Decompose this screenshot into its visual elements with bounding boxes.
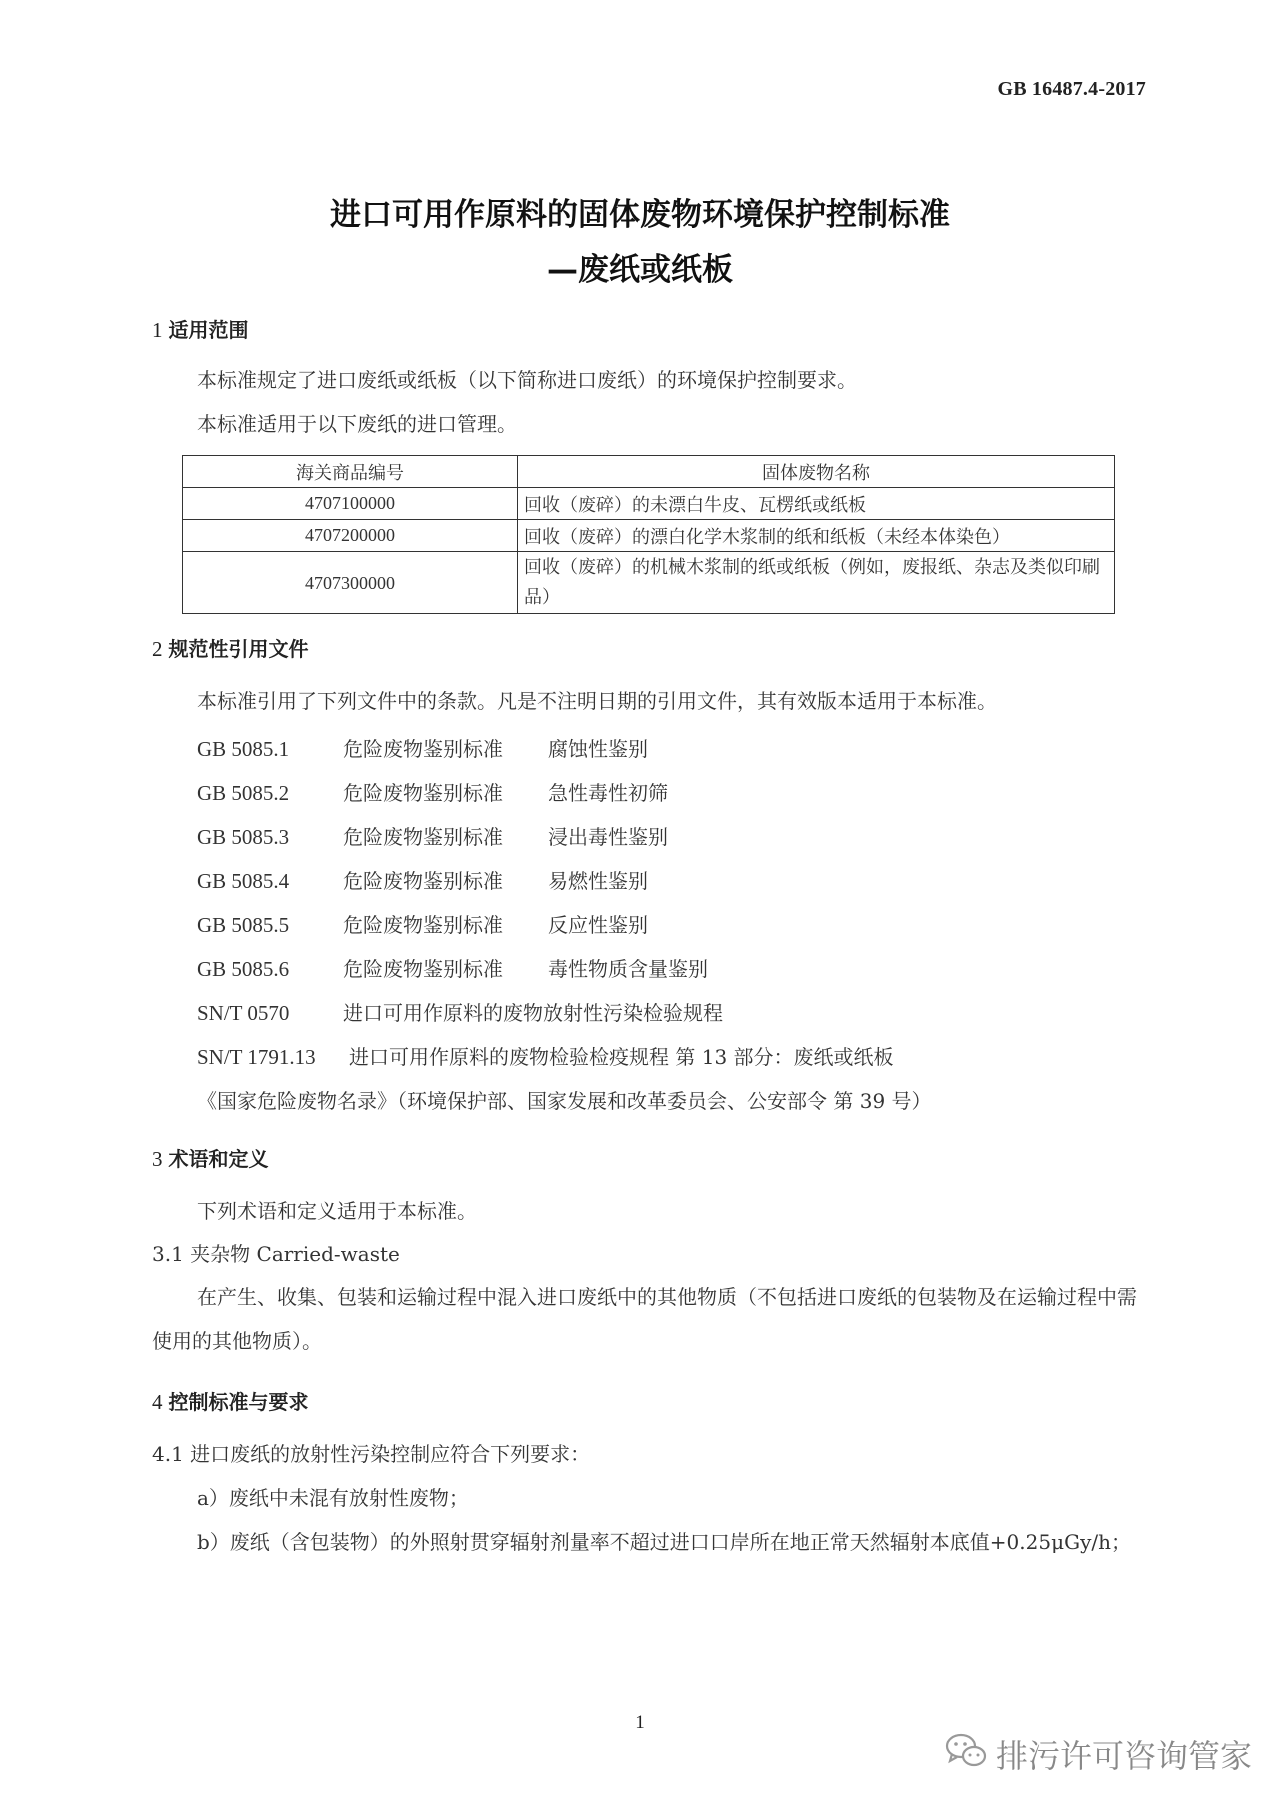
watermark bbox=[944, 1730, 1252, 1778]
reference-name: 危险废物鉴别标准 bbox=[343, 869, 503, 893]
document-title: 进口可用作原料的固体废物环境保护控制标准 bbox=[330, 197, 950, 233]
item-4-1: 4.1 进口废纸的放射性污染控制应符合下列要求： bbox=[152, 1442, 591, 1466]
reference-item bbox=[197, 1041, 894, 1070]
table-cell-name: 回收（废碎）的漂白化学木浆制的纸和纸板（未经本体染色） bbox=[518, 520, 1115, 552]
reference-name: 危险废物鉴别标准 bbox=[343, 781, 503, 805]
reference-part: 易燃性鉴别 bbox=[548, 869, 648, 893]
reference-part: 浸出毒性鉴别 bbox=[548, 825, 668, 849]
section-title: 适用范围 bbox=[168, 318, 249, 342]
reference-code: SN/T 0570 bbox=[197, 1001, 290, 1025]
table-row bbox=[183, 552, 1115, 614]
reference-part: 腐蚀性鉴别 bbox=[548, 737, 648, 761]
table-cell-name: 回收（废碎）的未漂白牛皮、瓦楞纸或纸板 bbox=[518, 488, 1115, 520]
reference-item bbox=[197, 909, 648, 938]
reference-name: 进口可用作原料的废物放射性污染检验规程 bbox=[343, 1001, 723, 1025]
reference-item bbox=[197, 953, 708, 982]
reference-catalog: 《国家危险废物名录》（环境保护部、国家发展和改革委员会、公安部令 第 39 号） bbox=[197, 1089, 932, 1113]
section-number: 4 bbox=[152, 1390, 163, 1414]
reference-part: 反应性鉴别 bbox=[548, 913, 648, 937]
section-2-heading bbox=[152, 633, 309, 662]
section-number: 3 bbox=[152, 1147, 163, 1171]
section-title: 规范性引用文件 bbox=[168, 637, 309, 661]
table-header-code: 海关商品编号 bbox=[183, 456, 518, 488]
reference-part: 毒性物质含量鉴别 bbox=[548, 957, 708, 981]
table-header-row bbox=[183, 456, 1115, 488]
reference-item bbox=[197, 777, 668, 806]
document-subtitle: —废纸或纸板 bbox=[547, 252, 733, 288]
section-number: 2 bbox=[152, 637, 163, 661]
reference-name: 进口可用作原料的废物检验检疫规程 第 13 部分：废纸或纸板 bbox=[349, 1045, 894, 1069]
term-definition: 在产生、收集、包装和运输过程中混入进口废纸中的其他物质（不包括进口废纸的包装物及在运输过程中需使用的其他物质）。 bbox=[152, 1285, 1137, 1353]
section-title: 术语和定义 bbox=[168, 1147, 269, 1171]
reference-name: 危险废物鉴别标准 bbox=[343, 913, 503, 937]
standard-code: GB 16487.4-2017 bbox=[997, 78, 1146, 100]
item-a: a）废纸中未混有放射性废物； bbox=[197, 1486, 469, 1510]
customs-code-table bbox=[182, 455, 1115, 614]
watermark-text: 排污许可咨询管家 bbox=[996, 1737, 1253, 1775]
reference-code: GB 5085.6 bbox=[197, 957, 290, 981]
reference-name: 危险废物鉴别标准 bbox=[343, 737, 503, 761]
reference-code: SN/T 1791.13 bbox=[197, 1045, 316, 1069]
table-cell-code: 4707100000 bbox=[183, 488, 518, 520]
section-number: 1 bbox=[152, 318, 163, 342]
table-header-name: 固体废物名称 bbox=[518, 456, 1115, 488]
page-number: 1 bbox=[635, 1712, 645, 1733]
table-cell-name: 回收（废碎）的机械木浆制的纸或纸板（例如，废报纸、杂志及类似印刷品） bbox=[518, 552, 1115, 614]
wechat-icon bbox=[944, 1730, 988, 1778]
reference-part: 急性毒性初筛 bbox=[548, 781, 668, 805]
reference-code: GB 5085.1 bbox=[197, 737, 290, 761]
reference-code: GB 5085.4 bbox=[197, 869, 290, 893]
section-4-heading bbox=[152, 1386, 309, 1415]
section-3-heading bbox=[152, 1143, 269, 1172]
table-row bbox=[183, 520, 1115, 552]
reference-name: 危险废物鉴别标准 bbox=[343, 825, 503, 849]
term-heading: 3.1 夹杂物 Carried-waste bbox=[152, 1242, 400, 1266]
section-title: 控制标准与要求 bbox=[168, 1390, 309, 1414]
section-1-paragraph-2: 本标准适用于以下废纸的进口管理。 bbox=[197, 412, 517, 436]
reference-item bbox=[197, 997, 723, 1026]
reference-code: GB 5085.3 bbox=[197, 825, 290, 849]
reference-item bbox=[197, 733, 648, 762]
table-cell-code: 4707300000 bbox=[183, 552, 518, 614]
item-b: b）废纸（含包装物）的外照射贯穿辐射剂量率不超过进口口岸所在地正常天然辐射本底值+0.25μGy/h； bbox=[197, 1530, 1131, 1554]
reference-name: 危险废物鉴别标准 bbox=[343, 957, 503, 981]
section-2-intro: 本标准引用了下列文件中的条款。凡是不注明日期的引用文件，其有效版本适用于本标准。 bbox=[197, 689, 997, 713]
reference-code: GB 5085.5 bbox=[197, 913, 290, 937]
reference-item bbox=[197, 865, 648, 894]
table-cell-code: 4707200000 bbox=[183, 520, 518, 552]
section-1-paragraph-1: 本标准规定了进口废纸或纸板（以下简称进口废纸）的环境保护控制要求。 bbox=[197, 368, 857, 392]
reference-item bbox=[197, 821, 668, 850]
table-row bbox=[183, 488, 1115, 520]
section-3-intro: 下列术语和定义适用于本标准。 bbox=[197, 1199, 477, 1223]
reference-code: GB 5085.2 bbox=[197, 781, 290, 805]
section-1-heading bbox=[152, 314, 249, 343]
